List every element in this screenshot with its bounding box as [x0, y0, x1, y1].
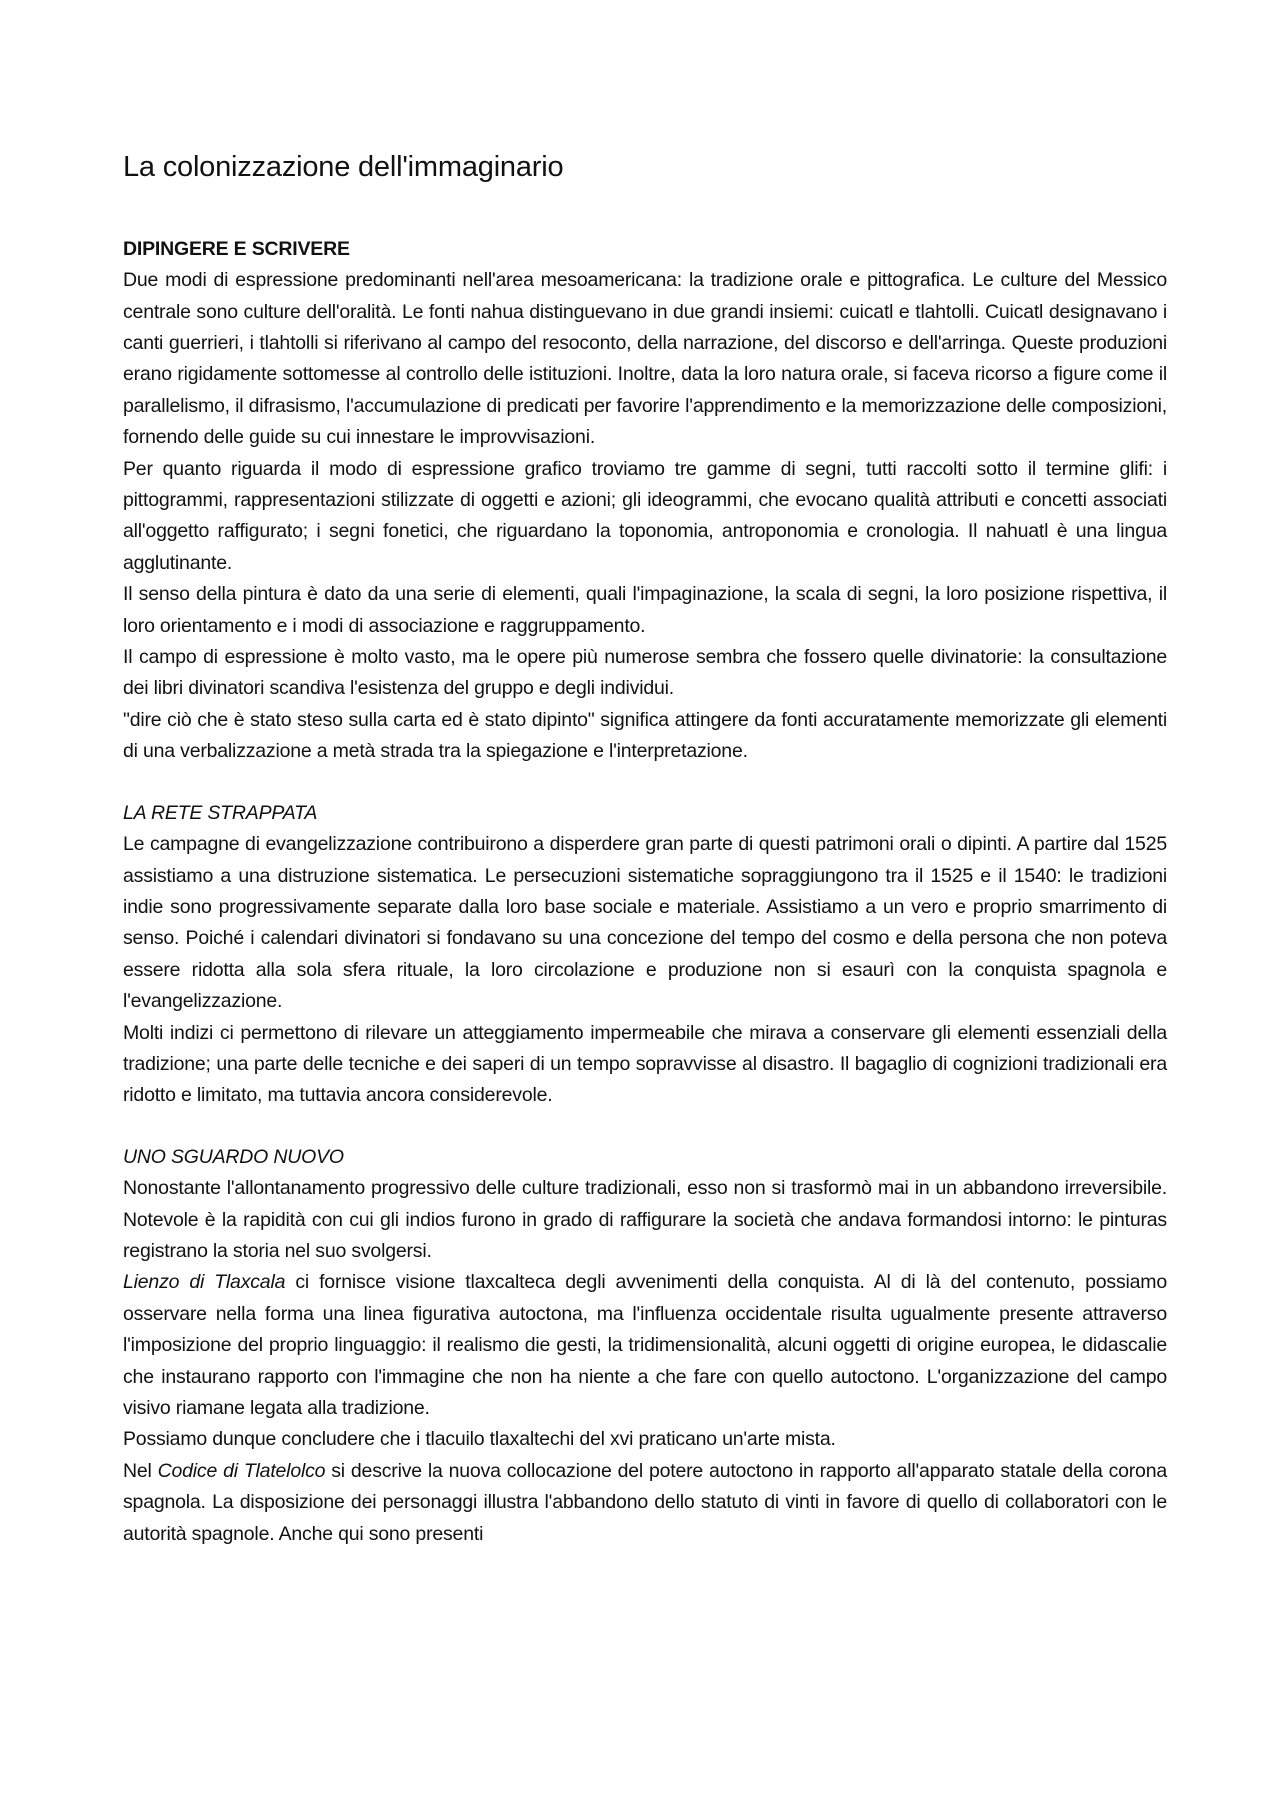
section [123, 798, 1167, 1112]
paragraph [123, 1018, 1167, 1112]
italic-title-text: Codice di Tlatelolco [157, 1459, 326, 1482]
section [123, 1142, 1167, 1550]
paragraph-text: "dire ciò che è stato steso sulla carta ed è stato dipinto" significa attingere da fonti accuratamente memorizzate gli elementi di una verbalizzazione a metà strada tra la spiegazione e l'interpretazione. [123, 708, 1167, 763]
paragraph [123, 1173, 1167, 1267]
paragraph-text: Nel [123, 1459, 158, 1482]
section [123, 234, 1167, 768]
document-page [123, 150, 1167, 1580]
paragraph-text: Le campagne di evangelizzazione contribuirono a disperdere gran parte di questi patrimoni orali o dipinti. A partire dal 1525 assistiamo a una distruzione sistematica. Le persecuzioni sistematiche sopraggiungono tra il 1525 e il 1540: le tradizioni indie sono progressivamente separate dalla loro base sociale e materiale. Assistiamo a un vero e proprio smarrimento di senso. Poiché i calendari divinatori si fondavano su una concezione del tempo del cosmo e della persona che non poteva essere ridotta alla sola sfera rituale, la loro circolazione e produzione non si esaurì con la conquista spagnola e l'evangelizzazione. [123, 833, 1167, 1013]
paragraph [123, 642, 1167, 705]
paragraph-text: Per quanto riguarda il modo di espressione grafico troviamo tre gamme di segni, tutti raccolti sotto il termine glifi: i pittogrammi, rappresentazioni stilizzate di oggetti e azioni; gli ideogrammi, che evocano qualità attributi e concetti associati all'oggetto raffigurato; i segni fonetici, che riguardano la toponomia, antroponomia e cronologia. Il nahuatl è una lingua agglutinante. [123, 457, 1167, 574]
paragraph [123, 1456, 1167, 1550]
paragraph-text: Nonostante l'allontanamento progressivo delle culture tradizionali, esso non si trasformò mai in un abbandono irreversibile. Notevole è la rapidità con cui gli indios furono in grado di raffigurare la società che andava formandosi intorno: le pinturas registrano la storia nel suo svolgersi. [123, 1177, 1167, 1262]
paragraph [123, 579, 1167, 642]
section-heading: DIPINGERE E SCRIVERE [123, 237, 350, 260]
paragraph [123, 1424, 1167, 1455]
paragraph [123, 1267, 1167, 1424]
paragraph [123, 454, 1167, 580]
paragraph-text: Due modi di espressione predominanti nell'area mesoamericana: la tradizione orale e pittografica. Le culture del Messico centrale sono culture dell'oralità. Le fonti nahua distinguevano in due grandi insiemi: cuicatl e tlahtolli. Cuicatl designavano i canti guerrieri, i tlahtolli si riferivano al campo del resoconto, della narrazione, del discorso e dell'arringa. Queste produzioni erano rigidamente sottomesse al controllo delle istituzioni. Inoltre, data la loro natura orale, si faceva ricorso a figure come il parallelismo, il difrasismo, l'accumulazione di predicati per favorire l'apprendimento e la memorizzazione delle composizioni, fornendo delle guide su cui innestare le improvvisazioni. [123, 269, 1167, 449]
paragraph [123, 265, 1167, 453]
italic-title-text: Lienzo di Tlaxcala [123, 1271, 286, 1294]
paragraph-text: Il campo di espressione è molto vasto, ma le opere più numerose sembra che fossero quelle divinatorie: la consultazione dei libri divinatori scandiva l'esistenza del gruppo e degli individui. [123, 646, 1167, 700]
paragraph-text: Possiamo dunque concludere che i tlacuilo tlaxaltechi del xvi praticano un'arte mista. [123, 1428, 836, 1451]
paragraph [123, 829, 1167, 1017]
paragraph-text: ci fornisce visione tlaxcalteca degli avvenimenti della conquista. Al di là del contenuto, possiamo osservare nella forma una linea figurativa autoctona, ma l'influenza occidentale risulta ugualmente presente attraverso l'imposizione del proprio linguaggio: il realismo die gesti, la tridimensionalità, alcuni oggetti di origine europea, le didascalie che instaurano rapporto con l'immagine che non ha niente a che fare con quello autoctono. L'organizzazione del campo visivo riamane legata alla tradizione. [123, 1271, 1167, 1420]
section-heading: UNO SGUARDO NUOVO [123, 1145, 344, 1168]
document-body [123, 234, 1167, 1550]
section-heading: LA RETE STRAPPATA [123, 801, 318, 824]
paragraph-text: Il senso della pintura è dato da una serie di elementi, quali l'impaginazione, la scala di segni, la loro posizione rispettiva, il loro orientamento e i modi di associazione e raggruppamento. [123, 583, 1167, 637]
paragraph-text: Molti indizi ci permettono di rilevare un atteggiamento impermeabile che mirava a conservare gli elementi essenziali della tradizione; una parte delle tecniche e dei saperi di un tempo sopravvisse al disastro. Il bagaglio di cognizioni tradizionali era ridotto e limitato, ma tuttavia ancora considerevole. [123, 1021, 1167, 1107]
paragraph [123, 705, 1167, 768]
document-title: La colonizzazione dell'immaginario [123, 151, 564, 183]
paragraph-text: si descrive la nuova collocazione del potere autoctono in rapporto all'apparato statale della corona spagnola. La disposizione dei personaggi illustra l'abbandono dello statuto di vinti in favore di quello di collaboratori con le autorità spagnole. Anche qui sono presenti [123, 1459, 1167, 1545]
